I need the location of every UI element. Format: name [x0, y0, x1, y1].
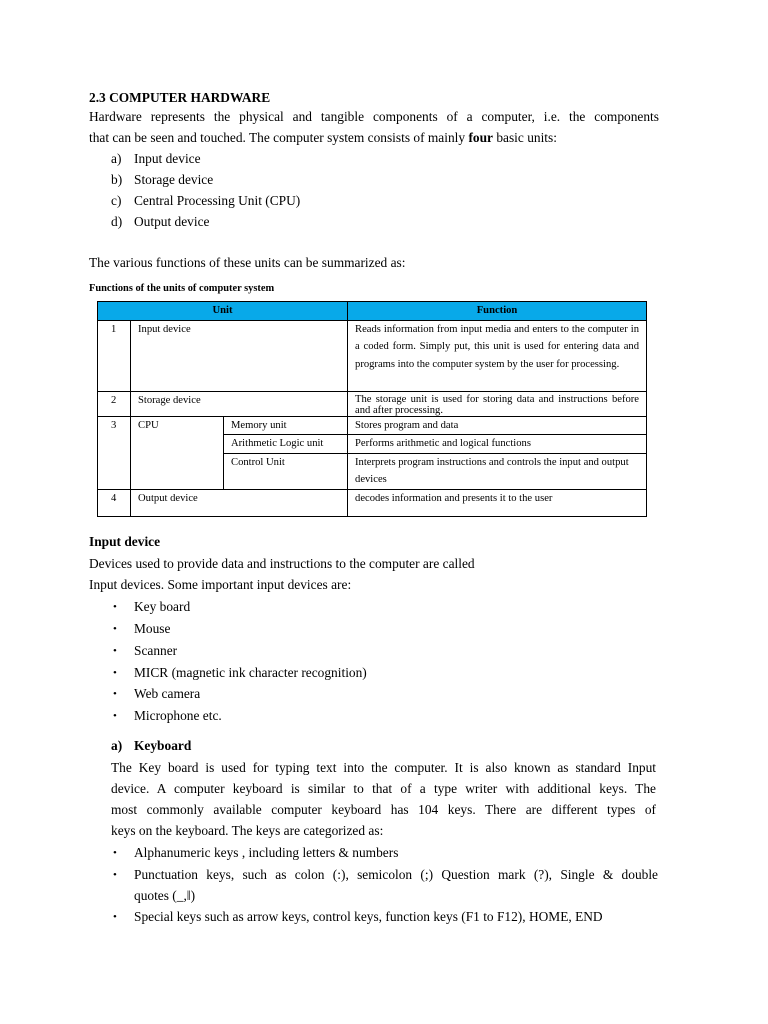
bullet-icon: •	[113, 911, 117, 923]
units-list-item: Input device	[134, 151, 201, 166]
keyboard-heading: Keyboard	[134, 738, 192, 753]
bullet-icon: •	[113, 623, 117, 635]
units-list-item: Central Processing Unit (CPU)	[134, 193, 301, 208]
units-list-marker: b)	[111, 172, 123, 187]
key-type-item: Alphanumeric keys , including letters & numbers	[134, 845, 399, 860]
table-cell-function: The storage unit is used for storing data and instructions before and after processing.	[348, 391, 647, 416]
summary-sentence: The various functions of these units can be summarized as:	[89, 255, 406, 270]
bullet-icon: •	[113, 688, 117, 700]
table-cell-unit: Storage device	[131, 391, 348, 416]
input-device-item: Scanner	[134, 643, 178, 658]
table-cell-subunit: Control Unit	[224, 453, 348, 489]
table-cell-function: Interprets program instructions and controls the input and output devices	[348, 453, 647, 489]
input-device-heading: Input device	[89, 534, 161, 549]
bullet-icon: •	[113, 645, 117, 657]
table-caption: Functions of the units of computer system	[89, 283, 275, 294]
table-header-unit: Unit	[98, 302, 348, 321]
table-cell-num: 1	[98, 320, 131, 391]
table-cell-function: Reads information from input media and enters to the computer in a coded form. Simply put, this unit is used for entering data and programs into the computer system by the user for processing.	[348, 320, 647, 391]
input-device-text-1: Devices used to provide data and instructions to the computer are called	[89, 556, 475, 571]
input-device-item: Key board	[134, 599, 191, 614]
units-list-item: Output device	[134, 214, 210, 229]
intro-line-1: Hardware represents the physical and tangible components of a computer, i.e. the components	[89, 109, 659, 124]
key-type-item: Special keys such as arrow keys, control keys, function keys (F1 to F12), HOME, END	[134, 909, 603, 924]
keyboard-paragraph-line: most commonly available computer keyboard has 104 keys. There are different types of	[111, 802, 656, 817]
table-cell-function: Stores program and data	[348, 416, 647, 435]
bullet-icon: •	[113, 710, 117, 722]
keyboard-paragraph-line: keys on the keyboard. The keys are categorized as:	[111, 823, 384, 838]
table-header-row	[98, 302, 647, 321]
table-row	[98, 320, 647, 391]
table-cell-unit: Output device	[131, 489, 348, 516]
input-device-item: MICR (magnetic ink character recognition)	[134, 665, 367, 680]
keyboard-marker: a)	[111, 738, 123, 753]
key-type-item-continued: quotes (_,‖)	[134, 888, 196, 903]
table-row	[98, 416, 647, 435]
bullet-icon: •	[113, 869, 117, 881]
table-cell-function: Performs arithmetic and logical functions	[348, 435, 647, 454]
input-device-text-2: Input devices. Some important input devices are:	[89, 577, 352, 592]
table-cell-subunit: Arithmetic Logic unit	[224, 435, 348, 454]
bullet-icon: •	[113, 847, 117, 859]
input-device-item: Mouse	[134, 621, 171, 636]
table-row	[98, 489, 647, 516]
keyboard-paragraph-line: device. A computer keyboard is similar to that of a type writer with additional keys. The	[111, 781, 656, 796]
keyboard-paragraph-line: The Key board is used for typing text into the computer. It is also known as standard Input	[111, 760, 656, 775]
intro-line-2: that can be seen and touched. The computer system consists of mainly four basic units:	[89, 130, 557, 145]
table-cell-num: 4	[98, 489, 131, 516]
bullet-icon: •	[113, 601, 117, 613]
table-cell-unit: CPU	[131, 416, 224, 489]
table-cell-function: decodes information and presents it to the user	[348, 489, 647, 516]
table-row	[98, 391, 647, 416]
table-cell-subunit: Memory unit	[224, 416, 348, 435]
units-list-marker: d)	[111, 214, 123, 229]
units-list-marker: c)	[111, 193, 122, 208]
units-function-table	[97, 301, 647, 517]
section-heading: 2.3 COMPUTER HARDWARE	[89, 90, 271, 105]
input-device-item: Microphone etc.	[134, 708, 222, 723]
key-type-item: Punctuation keys, such as colon (:), semicolon (;) Question mark (?), Single & double	[134, 867, 658, 882]
table-header-function: Function	[348, 302, 647, 321]
table-cell-num: 3	[98, 416, 131, 489]
input-device-item: Web camera	[134, 686, 201, 701]
table-cell-unit: Input device	[131, 320, 348, 391]
units-list-marker: a)	[111, 151, 122, 166]
bullet-icon: •	[113, 667, 117, 679]
units-list-item: Storage device	[134, 172, 214, 187]
table-cell-num: 2	[98, 391, 131, 416]
